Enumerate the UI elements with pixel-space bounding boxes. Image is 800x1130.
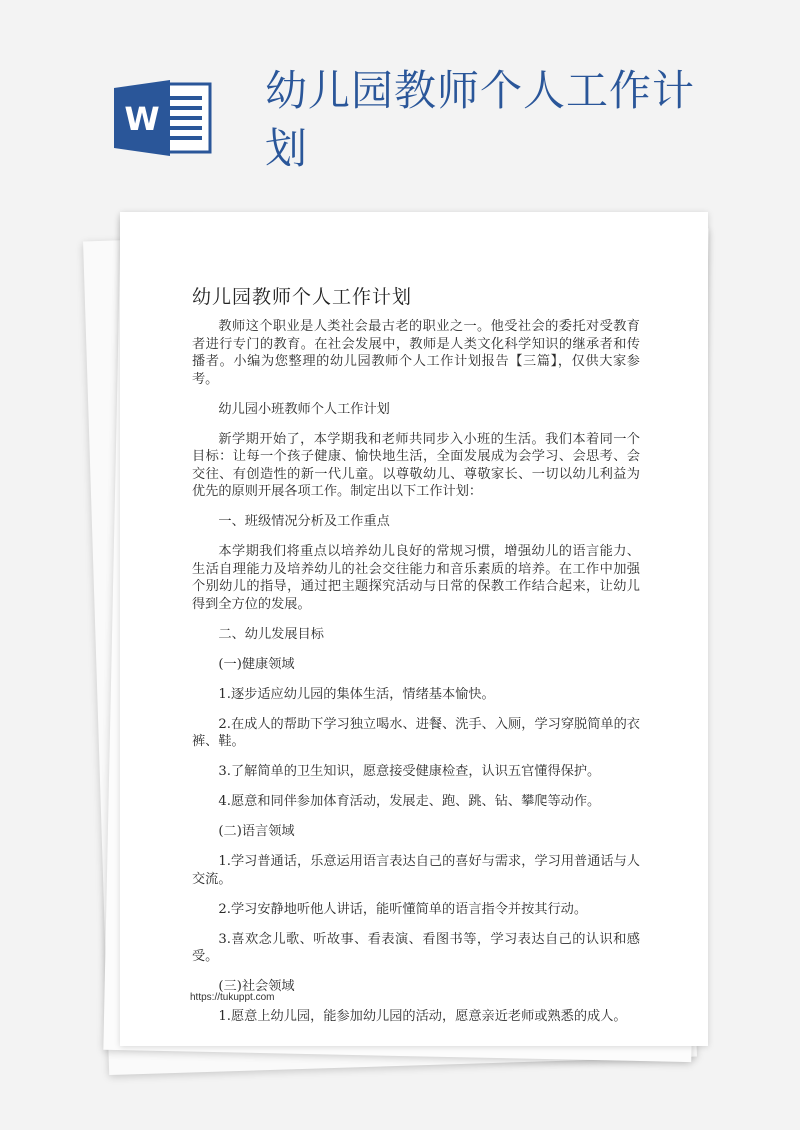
section-heading: 一、班级情况分析及工作重点: [218, 514, 390, 529]
page-title: 幼儿园教师个人工作计划: [265, 66, 696, 173]
word-icon: [112, 78, 212, 158]
list-item: 1.学习普通话，乐意运用语言表达自己的喜好与需求，学习用普通话与人交流。: [192, 854, 640, 887]
paragraph: 新学期开始了，本学期我和老师共同步入小班的生活。我们本着同一个目标：让每一个孩子健康、愉快地生活，全面发展成为会学习、会思考、会交往、有创造性的新一代儿童。以尊敬幼儿、尊敬家长、一切以幼儿利益为优先的原则开展各项工作。制定出以下工作计划：: [192, 431, 640, 499]
list-item: 2.学习安静地听他人讲话，能听懂简单的语言指令并按其行动。: [218, 901, 588, 917]
list-item: 1.逐步适应幼儿园的集体生活，情绪基本愉快。: [218, 686, 495, 702]
subsection-heading: (二)语言领域: [218, 824, 295, 839]
list-item: 3.了解简单的卫生知识，愿意接受健康检查，认识五官懂得保护。: [218, 764, 601, 779]
footer-url: https://tukuppt.com: [190, 992, 275, 1003]
list-item: 1.愿意上幼儿园，能参加幼儿园的活动，愿意亲近老师或熟悉的成人。: [218, 1009, 627, 1024]
document-title: 幼儿园教师个人工作计划: [192, 286, 413, 308]
document-body: [192, 318, 640, 1038]
paragraph: 本学期我们将重点以培养幼儿良好的常规习惯，增强幼儿的语言能力、生活自理能力及培养幼儿的社会交往能力和音乐素质的培养。在工作中加强个别幼儿的指导，通过把主题探究活动与日常的保教工作结合起来，让幼儿得到全方位的发展。: [192, 544, 640, 612]
subsection-heading: (三)社会领域: [218, 979, 295, 994]
word-logo-letter: W: [124, 100, 160, 138]
subsection-heading: (一)健康领域: [218, 656, 295, 672]
paragraph: 教师这个职业是人类社会最古老的职业之一。他受社会的委托对受教育者进行专门的教育。在社会发展中，教师是人类文化科学知识的继承者和传播者。小编为您整理的幼儿园教师个人工作计划报告【三篇】，仅供大家参考。: [192, 319, 640, 387]
section-heading: 幼儿园小班教师个人工作计划: [218, 401, 390, 417]
list-item: 3.喜欢念儿歌、听故事、看表演、看图书等，学习表达自己的认识和感受。: [192, 931, 640, 964]
section-heading: 二、幼儿发展目标: [218, 626, 324, 642]
list-item: 4.愿意和同伴参加体育活动，发展走、跑、跳、钻、攀爬等动作。: [218, 794, 601, 809]
list-item: 2.在成人的帮助下学习独立喝水、进餐、洗手、入厕，学习穿脱简单的衣裤、鞋。: [192, 716, 640, 749]
